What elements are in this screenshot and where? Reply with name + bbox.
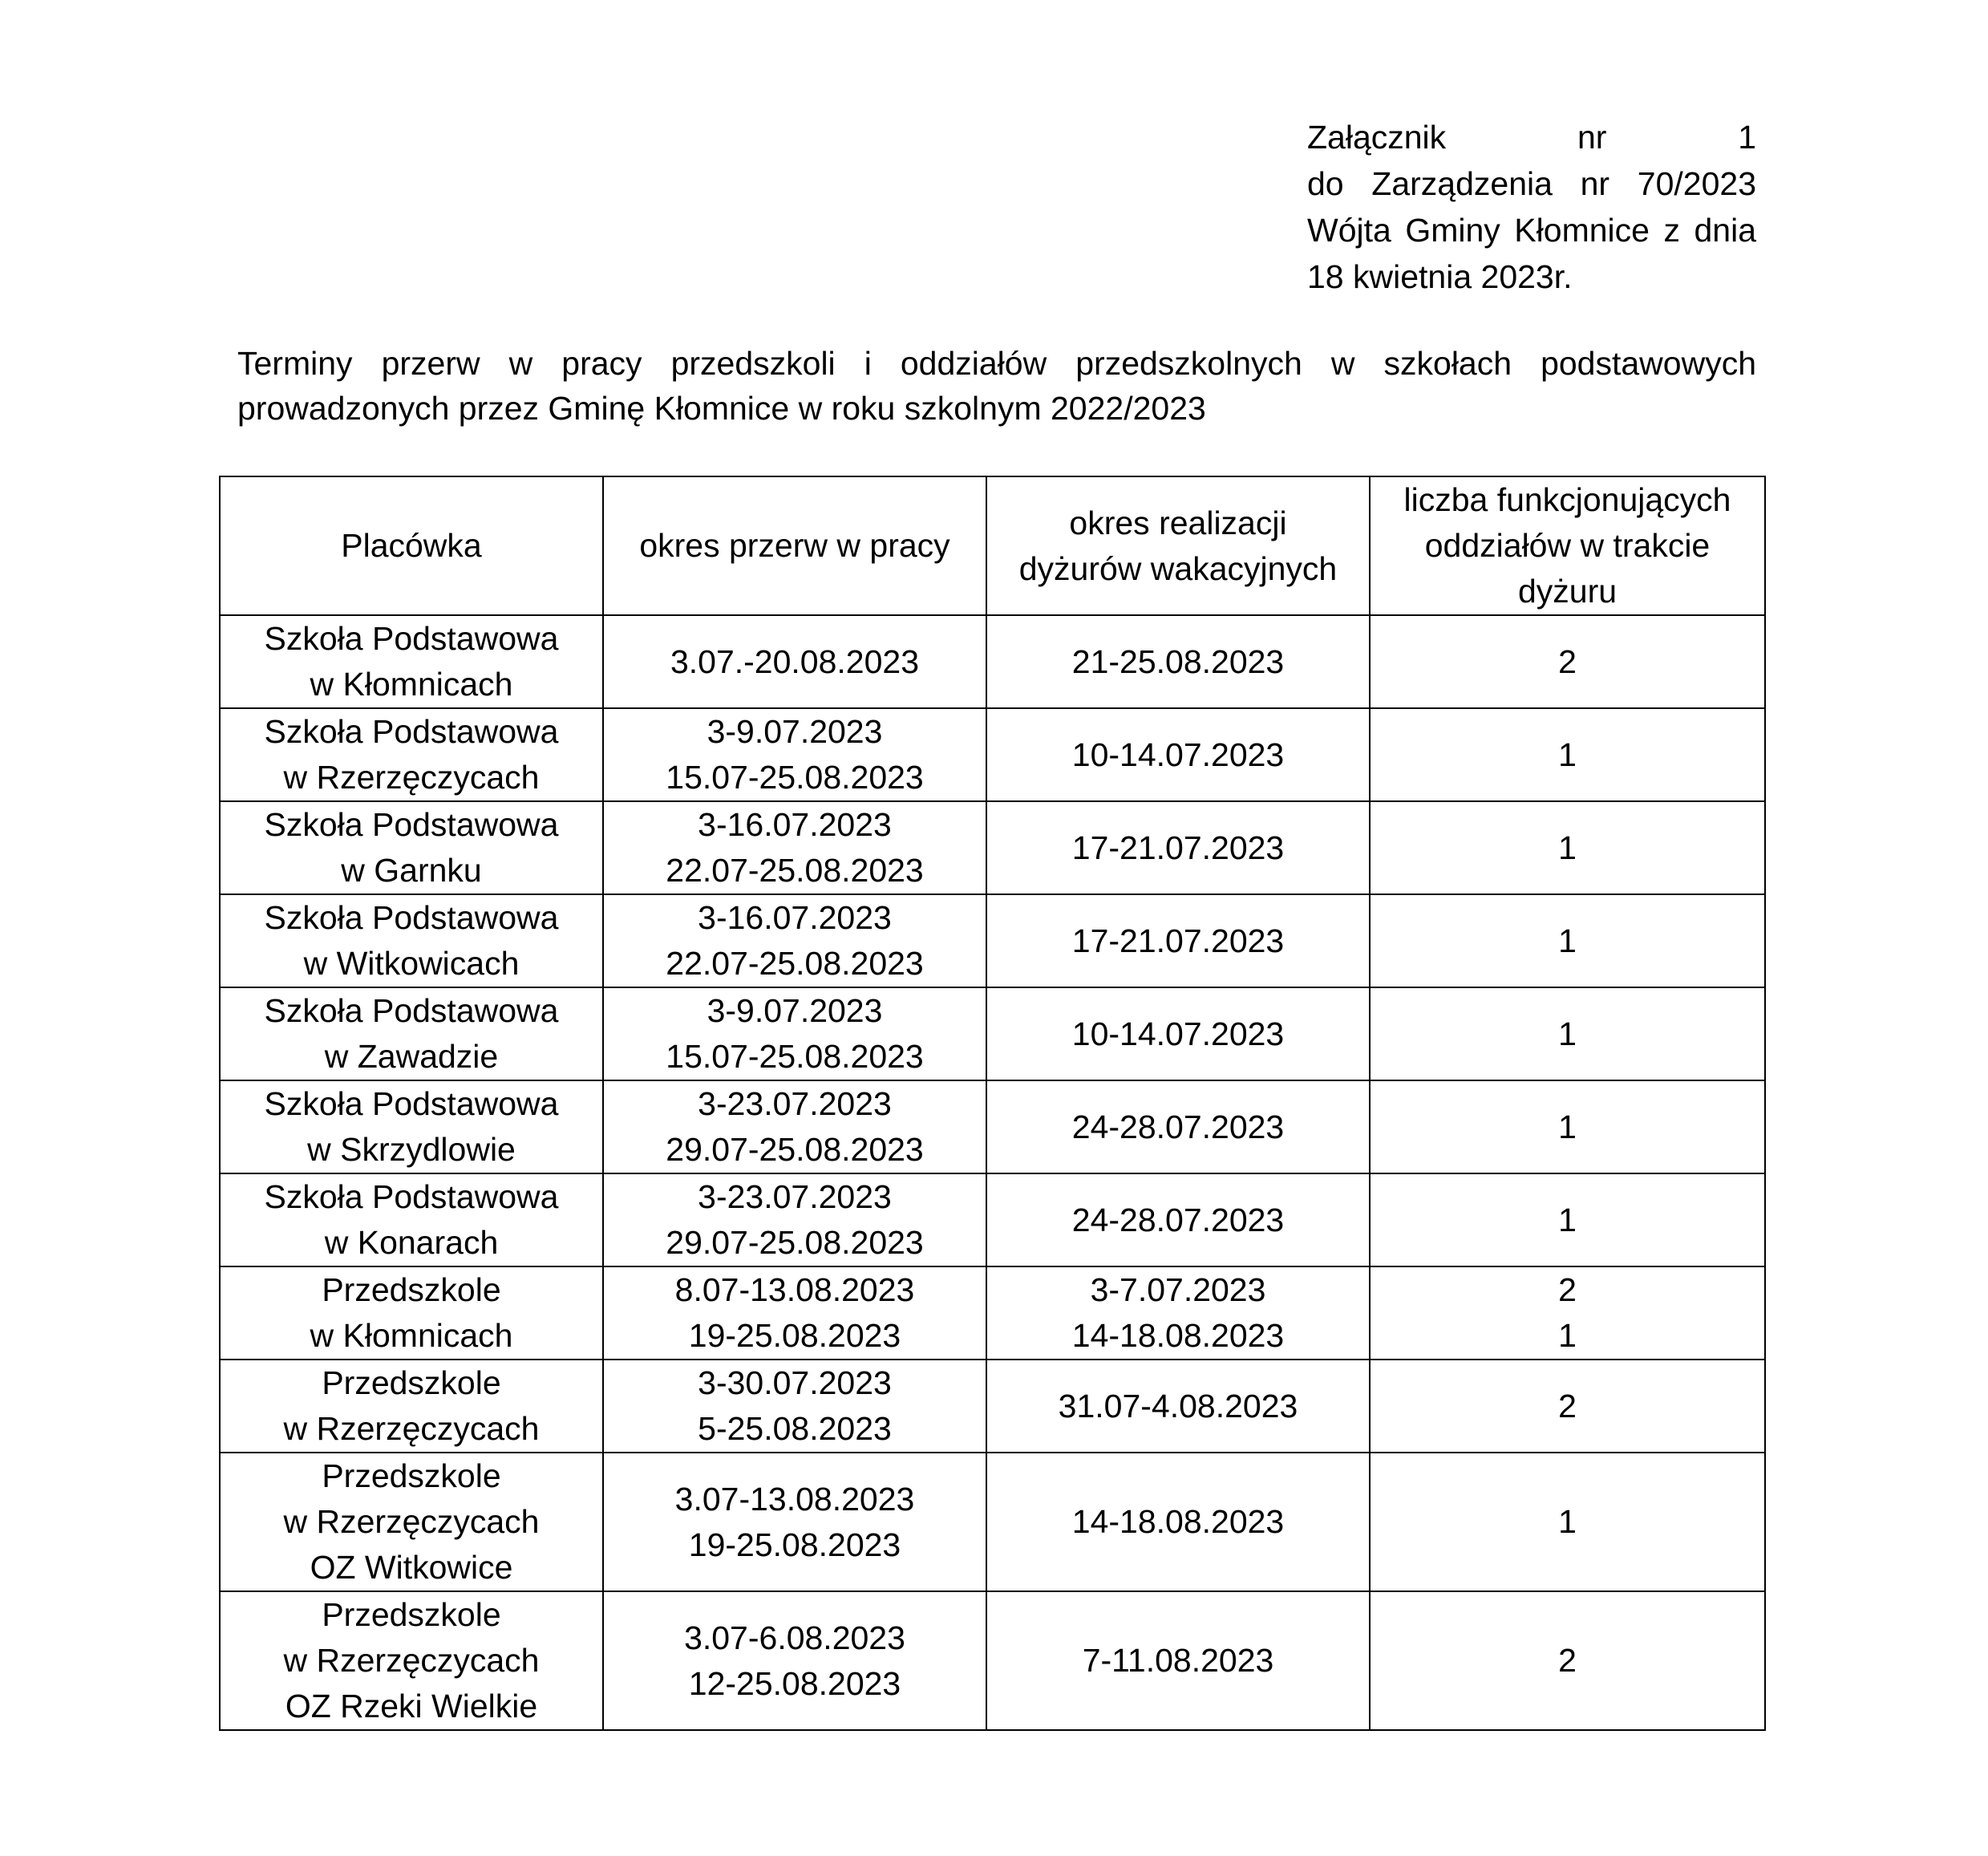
cell-oddzialy	[1370, 615, 1765, 708]
table-row	[220, 1453, 1765, 1591]
cell-line: w Kłomnicach	[310, 1317, 513, 1354]
cell-line: 22.07-25.08.2023	[666, 852, 924, 889]
cell-line: 3-9.07.2023	[707, 713, 883, 750]
attachment-header-line: do Zarządzenia nr 70/2023	[1307, 165, 1756, 202]
cell-line: w Konarach	[324, 1224, 499, 1261]
table-header-row	[220, 476, 1765, 615]
cell-line: dyżurów wakacyjnych	[1018, 549, 1338, 587]
cell-line: w Witkowicach	[303, 945, 520, 982]
cell-placowka	[220, 801, 603, 894]
cell-oddzialy	[1370, 1173, 1765, 1266]
cell-line: w Skrzydlowie	[307, 1131, 516, 1168]
cell-line: 29.07-25.08.2023	[666, 1131, 924, 1168]
cell-placowka	[220, 894, 603, 987]
table-row	[220, 987, 1765, 1080]
cell-placowka	[220, 1453, 603, 1591]
cell-line: Przedszkole	[322, 1271, 501, 1308]
cell-line: 2	[1558, 1387, 1577, 1424]
cell-dyzury	[986, 894, 1370, 987]
cell-placowka	[220, 615, 603, 708]
cell-oddzialy	[1370, 1266, 1765, 1360]
table-row	[220, 1266, 1765, 1360]
cell-placowka	[220, 1360, 603, 1453]
cell-line: Przedszkole	[322, 1596, 501, 1633]
cell-line: 3-16.07.2023	[698, 806, 892, 843]
cell-dyzury	[986, 1173, 1370, 1266]
cell-oddzialy	[1370, 1080, 1765, 1173]
cell-przerwy	[603, 987, 986, 1080]
column-header-placowka	[220, 476, 603, 615]
cell-przerwy	[603, 1360, 986, 1453]
cell-line: Szkoła Podstawowa	[264, 899, 559, 936]
cell-line: w Rzerzęczycach	[283, 1642, 540, 1679]
cell-line: 1	[1558, 922, 1577, 959]
cell-line: w Kłomnicach	[310, 666, 513, 703]
cell-line: w Zawadzie	[324, 1038, 499, 1075]
cell-przerwy	[603, 1453, 986, 1591]
cell-line: Szkoła Podstawowa	[264, 1178, 559, 1215]
document-title	[237, 341, 1756, 431]
cell-line: Placówka	[341, 527, 482, 564]
cell-line: w Rzerzęczycach	[283, 1410, 540, 1447]
cell-line: 21-25.08.2023	[1071, 642, 1285, 680]
cell-line: 22.07-25.08.2023	[666, 945, 924, 982]
cell-dyzury	[986, 1080, 1370, 1173]
cell-line: 3-30.07.2023	[698, 1364, 892, 1401]
cell-przerwy	[603, 894, 986, 987]
cell-line: 14-18.08.2023	[1071, 1503, 1285, 1540]
cell-line: 3.07-6.08.2023	[684, 1619, 905, 1656]
cell-line: dyżuru	[1517, 573, 1618, 610]
cell-dyzury	[986, 987, 1370, 1080]
cell-line: 29.07-25.08.2023	[666, 1224, 924, 1261]
cell-line: Przedszkole	[322, 1457, 501, 1494]
cell-oddzialy	[1370, 987, 1765, 1080]
attachment-header-line: Wójta Gminy Kłomnice z dnia	[1307, 212, 1756, 249]
cell-line: 17-21.07.2023	[1071, 829, 1285, 866]
document-title-line: prowadzonych przez Gminę Kłomnice w roku szkolnym 2022/2023	[237, 390, 1206, 427]
table-row	[220, 708, 1765, 801]
attachment-header	[1307, 114, 1756, 300]
cell-line: okres realizacji	[1069, 504, 1287, 541]
column-header-przerwy	[603, 476, 986, 615]
cell-line: 2	[1558, 642, 1577, 680]
cell-line: 19-25.08.2023	[688, 1526, 901, 1563]
column-header-oddzialy	[1370, 476, 1765, 615]
cell-line: 17-21.07.2023	[1071, 922, 1285, 959]
cell-line: 1	[1558, 736, 1577, 773]
cell-line: 7-11.08.2023	[1082, 1642, 1274, 1679]
cell-dyzury	[986, 1360, 1370, 1453]
cell-line: OZ Witkowice	[310, 1549, 513, 1586]
cell-placowka	[220, 1173, 603, 1266]
cell-line: 1	[1558, 1015, 1577, 1052]
cell-line: 1	[1558, 1201, 1577, 1238]
cell-line: w Rzerzęczycach	[283, 1503, 540, 1540]
table-row	[220, 1080, 1765, 1173]
cell-line: 3.07-13.08.2023	[674, 1480, 915, 1518]
cell-line: 19-25.08.2023	[688, 1317, 901, 1354]
cell-przerwy	[603, 1591, 986, 1730]
cell-line: 14-18.08.2023	[1071, 1317, 1285, 1354]
cell-przerwy	[603, 708, 986, 801]
cell-placowka	[220, 1080, 603, 1173]
cell-oddzialy	[1370, 1453, 1765, 1591]
cell-line: 8.07-13.08.2023	[674, 1271, 915, 1308]
cell-placowka	[220, 1591, 603, 1730]
cell-przerwy	[603, 1080, 986, 1173]
cell-line: 15.07-25.08.2023	[666, 1038, 924, 1075]
cell-dyzury	[986, 1453, 1370, 1591]
cell-oddzialy	[1370, 1360, 1765, 1453]
cell-line: 1	[1558, 1503, 1577, 1540]
cell-dyzury	[986, 615, 1370, 708]
column-header-dyzury	[986, 476, 1370, 615]
cell-line: 10-14.07.2023	[1071, 736, 1285, 773]
cell-line: 3.07.-20.08.2023	[670, 642, 920, 680]
cell-line: Szkoła Podstawowa	[264, 620, 559, 657]
cell-line: Szkoła Podstawowa	[264, 1085, 559, 1122]
table-row	[220, 801, 1765, 894]
cell-line: oddziałów w trakcie	[1424, 527, 1711, 564]
cell-przerwy	[603, 1173, 986, 1266]
cell-oddzialy	[1370, 894, 1765, 987]
cell-line: OZ Rzeki Wielkie	[285, 1688, 538, 1724]
cell-placowka	[220, 708, 603, 801]
cell-line: 5-25.08.2023	[698, 1410, 892, 1447]
cell-line: Szkoła Podstawowa	[264, 806, 559, 843]
cell-line: 31.07-4.08.2023	[1058, 1387, 1298, 1424]
table-row	[220, 1591, 1765, 1730]
cell-dyzury	[986, 1591, 1370, 1730]
cell-dyzury	[986, 1266, 1370, 1360]
cell-przerwy	[603, 615, 986, 708]
table-row	[220, 615, 1765, 708]
cell-line: Szkoła Podstawowa	[264, 992, 559, 1029]
cell-line: w Garnku	[341, 852, 482, 889]
schedule-table	[219, 476, 1766, 1731]
table-row	[220, 1173, 1765, 1266]
cell-line: 3-7.07.2023	[1090, 1271, 1266, 1308]
cell-przerwy	[603, 1266, 986, 1360]
cell-line: Szkoła Podstawowa	[264, 713, 559, 750]
cell-oddzialy	[1370, 801, 1765, 894]
document-title-line: Terminy przerw w pracy przedszkoli i oddziałów przedszkolnych w szkołach podstawowych	[237, 345, 1756, 382]
cell-line: Przedszkole	[322, 1364, 501, 1401]
cell-line: 3-23.07.2023	[698, 1085, 892, 1122]
cell-line: 24-28.07.2023	[1071, 1108, 1285, 1145]
cell-placowka	[220, 1266, 603, 1360]
cell-line: 1	[1558, 1108, 1577, 1145]
table-row	[220, 894, 1765, 987]
attachment-header-line: 18 kwietnia 2023r.	[1307, 258, 1573, 295]
cell-line: 2	[1558, 1642, 1577, 1679]
cell-line: 3-16.07.2023	[698, 899, 892, 936]
cell-line: okres przerw w pracy	[639, 527, 950, 564]
cell-line: 24-28.07.2023	[1071, 1201, 1285, 1238]
cell-przerwy	[603, 801, 986, 894]
cell-line: 3-9.07.2023	[707, 992, 883, 1029]
cell-line: 10-14.07.2023	[1071, 1015, 1285, 1052]
cell-line: 2	[1558, 1271, 1577, 1308]
cell-line: w Rzerzęczycach	[283, 759, 540, 796]
cell-line: 12-25.08.2023	[688, 1664, 901, 1702]
cell-placowka	[220, 987, 603, 1080]
cell-line: 3-23.07.2023	[698, 1178, 892, 1215]
cell-line: 1	[1558, 1317, 1577, 1354]
cell-oddzialy	[1370, 1591, 1765, 1730]
cell-line: 1	[1558, 829, 1577, 866]
cell-line: 15.07-25.08.2023	[666, 759, 924, 796]
cell-dyzury	[986, 801, 1370, 894]
cell-line: liczba funkcjonujących	[1403, 481, 1731, 518]
cell-oddzialy	[1370, 708, 1765, 801]
cell-dyzury	[986, 708, 1370, 801]
table-row	[220, 1360, 1765, 1453]
attachment-header-line: Załącznik nr 1	[1307, 119, 1756, 156]
